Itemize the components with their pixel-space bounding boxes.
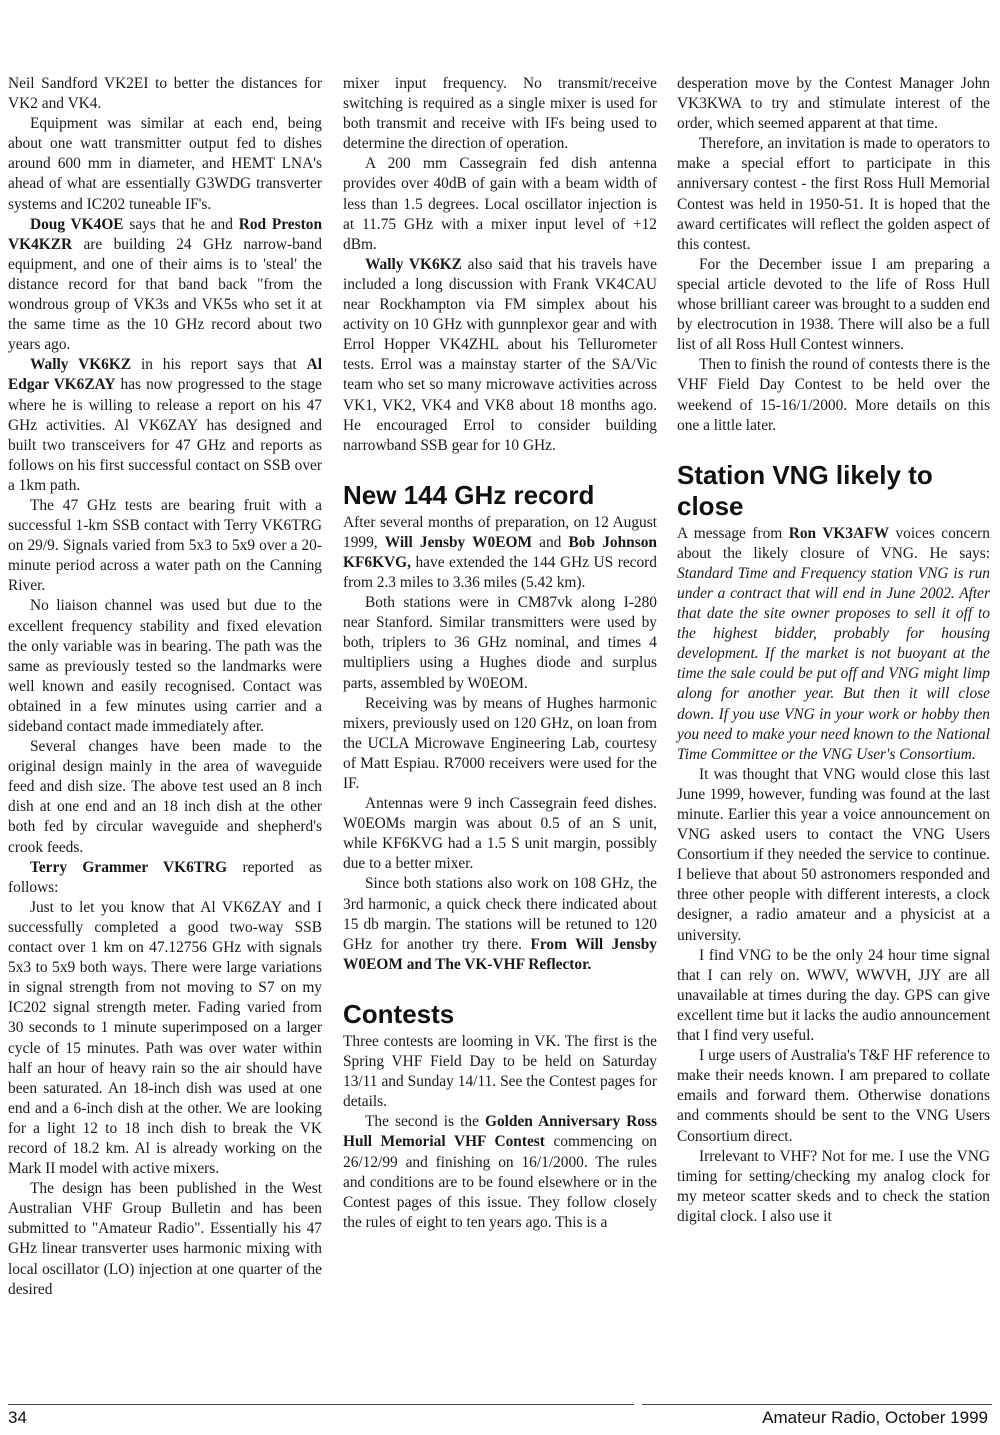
magazine-issue: Amateur Radio, October 1999 <box>762 1408 988 1427</box>
callsign-name: Bob Johnson KF6KVG, <box>343 533 657 571</box>
paragraph <box>677 524 990 765</box>
text-run: Since both stations also work on 108 GHz, the 3rd harmonic, a quick check there indicated about 15 db margin. The stations will be retuned to 120 GHz for another try there. <box>343 875 657 953</box>
page-number: 34 <box>8 1408 27 1427</box>
paragraph <box>343 255 657 456</box>
callsign-name: Wally VK6KZ <box>30 356 132 374</box>
quoted-report: Just to let you know that Al VK6ZAY and I successfully completed a good two-way SSB contact over 1 km on 47.12756 GHz with signals 5x3 to 5x9 both ways. There were large variations in signal strength from not moving to S7 on my IC202 signal strength meter. Fading varied from 30 seconds to 1 minute superimposed on a larger cycle of 15 minutes. Path was over water within half an hour of heavy rain so the air should have been saturated. An 18-inch dish was used at one end and a 6-inch dish at the other. We are looking for a light 12 to 18 inch dish to break the VK record of 18.2 km. Al is already working on the Mark II model with active mixers. <box>8 898 322 1178</box>
callsign-name: Al Edgar VK6ZAY <box>8 356 322 394</box>
paragraph <box>343 1112 657 1233</box>
callsign-name: Terry Grammer VK6TRG <box>30 858 228 876</box>
text-run: are building 24 GHz narrow-band equipment, and one of their aims is to 'steal' the distance record for that band back "from the wondrous group of VK3s and VK5s who set it at the same time as the 10 GHz record about two years ago. <box>8 235 322 354</box>
paragraph: Then to finish the round of contests there is the VHF Field Day Contest to be held over the weekend of 15-16/1/2000. More details on this one a little later. <box>677 356 990 434</box>
section-heading: Station VNG likely to close <box>677 459 933 521</box>
source-credit: From Will Jensby W0EOM and The VK-VHF Reflector. <box>343 935 657 973</box>
text-run: and <box>531 533 569 551</box>
paragraph: I urge users of Australia's T&F HF reference to make their needs known. I am prepared to collate emails and forward them. Otherwise donations and comments should be sent to the VNG Users Consortium direct. <box>677 1047 990 1145</box>
text-run: has now progressed to the stage where he is willing to release a report on his 47 GHz activities. Al VK6ZAY has designed and built two transceivers for 47 GHz and reports as follows on his first successful contact on SSB over a 1km path. <box>8 376 322 494</box>
paragraph: mixer input frequency. No transmit/receive switching is required as a single mixer is used for both transmit and receive with IFs being used to determine the direction of operation. <box>343 75 657 153</box>
quoted-message: Standard Time and Frequency station VNG is run under a contract that will end in June 2002. After that date the site owner proposes to sell it off to the highest bidder, probably for housing development. If the market is not buoyant at the time the sale could be put off and VNG might limp along for another year. But then it will close down. If you use VNG in your work or hobby then you need to make your need known to the National Time Committee or the VNG User's Consortium. <box>677 564 990 763</box>
paragraph: A 200 mm Cassegrain fed dish antenna provides over 40dB of gain with a beam width of less than 1.5 degrees. Local oscillator injection is at 11.75 GHz with a mixer input level of +12 dBm. <box>343 155 657 253</box>
footer-rule-left <box>8 1404 634 1405</box>
paragraph: Three contests are looming in VK. The first is the Spring VHF Field Day to be held on Saturday 13/11 and Sunday 14/11. See the Contest pages for details. <box>343 1032 657 1111</box>
callsign-name: Wally VK6KZ <box>365 255 462 273</box>
article-column-2 <box>343 74 657 1233</box>
article-column-1 <box>8 74 322 1300</box>
text-run: have extended the 144 GHz US record from 2.3 miles to 3.36 miles (5.42 km). <box>343 553 657 592</box>
callsign-name: Rod Preston VK4KZR <box>8 215 323 253</box>
article-column-3 <box>677 74 990 1227</box>
section-heading: Contests <box>343 998 455 1029</box>
paragraph <box>8 355 322 496</box>
footer-rule-right <box>642 1404 992 1405</box>
paragraph: Therefore, an invitation is made to operators to make a special effort to participate in this anniversary contest - the first Ross Hull Memorial Contest was held in 1950-51. It is hoped that the award certificates will reflect the golden aspect of this contest. <box>677 135 990 253</box>
callsign-name: Doug VK4OE <box>30 215 124 233</box>
paragraph: The design has been published in the West Australian VHF Group Bulletin and has been submitted to "Amateur Radio". Essentially his 47 GHz linear transverter uses harmonic mixing with local oscillator (LO) injection at one quarter of the desired <box>8 1180 322 1298</box>
paragraph: For the December issue I am preparing a special article devoted to the life of Ross Hull whose brilliant career was brought to a sudden end by electrocution in 1938. There will also be a full list of all Ross Hull Contest winners. <box>677 255 990 354</box>
paragraph: desperation move by the Contest Manager John VK3KWA to try and stimulate interest of the order, which seemed apparent at that time. <box>677 75 990 133</box>
callsign-name: Ron VK3AFW <box>788 524 890 542</box>
text-run: reported as follows: <box>8 858 322 896</box>
contest-name: Golden Anniversary Ross Hull Memorial VHF Contest <box>343 1113 657 1151</box>
paragraph: No liaison channel was used but due to the excellent frequency stability and fixed elevation the only variable was in bearing. The path was the same as previously tested so the landmarks were well known and easily recognised. Contact was obtained in a few minutes using carrier and a sideband contact made immediately after. <box>8 597 322 735</box>
text-run: also said that his travels have included a long discussion with Frank VK4CAU near Rockhampton via FM simplex about his activity on 10 GHz with gunnplexor gear and with Errol Hopper VK4ZHL about his Tellurometer tests. Errol was a mainstay starter of the SA/Vic team who set so many microwave activities across VK1, VK2, VK4 and VK8 about 18 months ago. He encouraged Errol to consider building narrowband SSB gear for 10 GHz. <box>343 255 657 454</box>
paragraph: Antennas were 9 inch Cassegrain feed dishes. W0EOMs margin was about 0.5 of an S unit, while KF6KVG had a 1.5 S unit margin, possibly due to a better mixer. <box>343 795 657 873</box>
paragraph <box>8 215 322 356</box>
text-run: The second is the <box>365 1113 485 1131</box>
callsign-name: Will Jensby W0EOM <box>384 533 532 551</box>
paragraph: Irrelevant to VHF? Not for me. I use the VNG timing for setting/checking my analog clock for my meteor scatter skeds and to check the station digital clock. I also use it <box>677 1147 990 1225</box>
paragraph: Receiving was by means of Hughes harmonic mixers, previously used on 120 GHz, on loan from the UCLA Microwave Engineering Lab, courtesy of Matt Espiau. R7000 receivers were used for the IF. <box>343 694 657 792</box>
text-run: commencing on 26/12/99 and finishing on 16/1/2000. The rules and conditions are to be found elsewhere or in the Contest pages of this issue. They follow closely the rules of eight to ten years ago. This is a <box>343 1133 657 1231</box>
paragraph <box>343 513 657 593</box>
paragraph: Equipment was similar at each end, being about one watt transmitter output fed to dishes around 600 mm in diameter, and HEMT LNA's ahead of what are essentially G3WDG transverter systems and IC202 tuneable IF's. <box>8 115 322 213</box>
text-run: After several months of preparation, on 12 August 1999, <box>343 513 657 551</box>
paragraph: Both stations were in CM87vk along I-280 near Stanford. Similar transmitters were used by both, triplers to 36 GHz nominal, and times 4 multipliers using a Hughes diode and surplus parts, assembled by W0EOM. <box>343 594 657 692</box>
paragraph: Several changes have been made to the original design mainly in the area of waveguide feed and dish size. The above test used an 8 inch dish at one end and an 18 inch dish at the other both fed by circular waveguide and shepherd's crook feeds. <box>8 738 322 856</box>
text-run: in his report says that <box>131 356 307 374</box>
text-run: A message from <box>677 524 789 542</box>
text-run: voices concern about the likely closure of VNG. He says: <box>677 524 990 562</box>
paragraph <box>343 874 657 974</box>
paragraph: It was thought that VNG would close this last June 1999, however, funding was found at the last minute. Earlier this year a voice announcement on VNG asked users to contact the VNG Users Consortium if they needed the service to continue. I believe that about 50 astronomers responded and three other people with different interests, a clock designer, a radio amateur and a physicist at a university. <box>677 765 990 944</box>
paragraph: Neil Sandford VK2EI to better the distances for VK2 and VK4. <box>8 75 322 113</box>
paragraph: The 47 GHz tests are bearing fruit with a successful 1-km SSB contact with Terry VK6TRG on 29/9. Signals varied from 5x3 to 5x9 over a 20-minute period across a water path on the Canning River. <box>8 496 322 595</box>
paragraph <box>8 858 322 898</box>
section-heading: New 144 GHz record <box>343 479 595 510</box>
text-run: says that he and <box>123 215 239 233</box>
paragraph: I find VNG to be the only 24 hour time signal that I can rely on. WWV, WWVH, JJY are all unavailable at times during the day. GPS can give excellent time but it lacks the audio announcement that I find very useful. <box>677 946 990 1045</box>
